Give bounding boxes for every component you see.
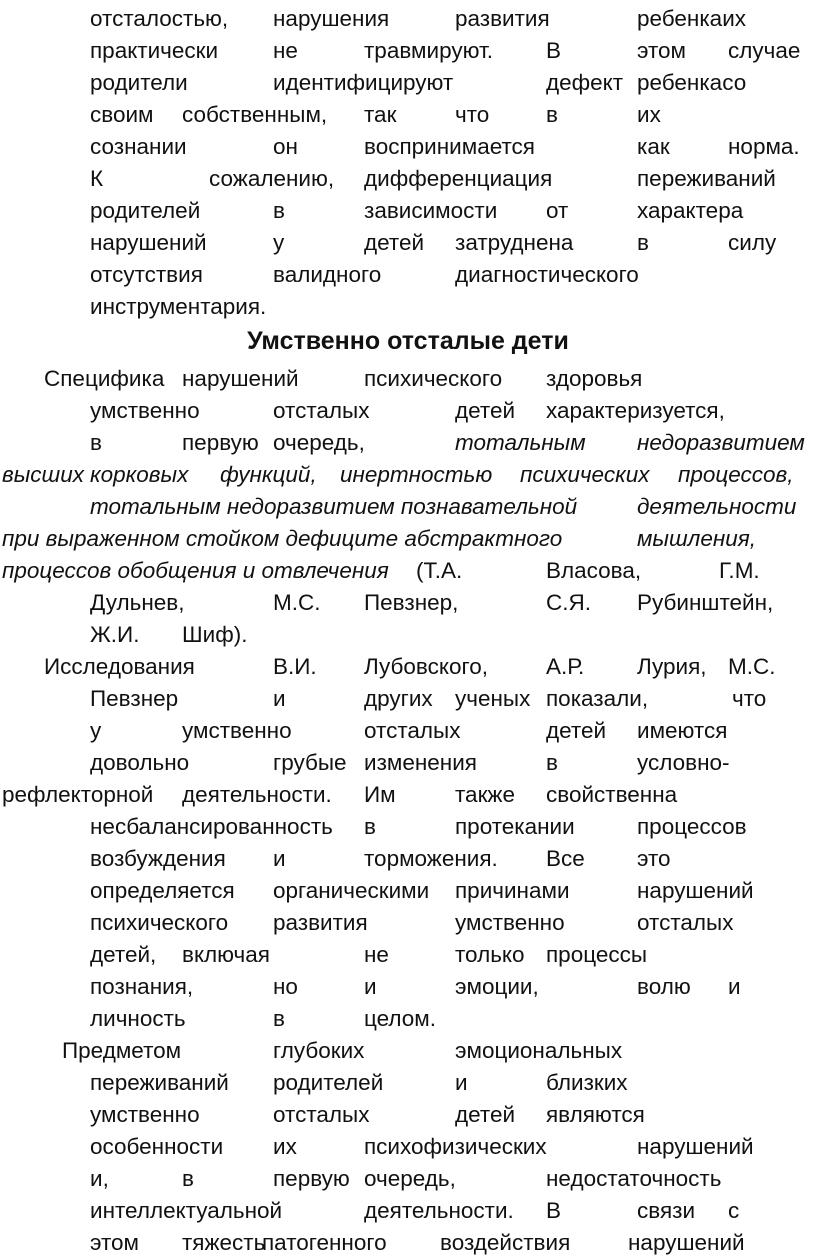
word: определяется [90,878,235,903]
word: волю [637,974,691,999]
word: характеризуется, [546,398,725,423]
word: отсталых [273,1102,370,1127]
word: у [273,230,285,255]
word: Предметом [62,1038,182,1063]
word: в [364,814,376,839]
word: эмоции, [455,974,539,999]
word: тяжесть [182,1230,266,1255]
word: свойственна [546,782,678,807]
word: корковых [90,462,189,487]
word: Все [546,846,585,871]
word: близких [546,1070,628,1095]
word: как [637,134,670,159]
text-line [0,876,816,906]
text-line [0,460,816,490]
word: показали, [546,686,649,711]
word: первую [273,1166,350,1191]
word: целом. [364,1006,437,1031]
word: это [637,846,671,871]
word: В [546,38,562,63]
word: М.С. [273,590,321,615]
word: включая [182,942,270,967]
word: не [273,38,298,63]
word: органическими [273,878,430,903]
word: родители [90,70,188,95]
word: инертностью [340,462,493,487]
word: и [273,686,286,711]
word: умственно [90,1102,200,1127]
text-line [0,812,816,842]
word: воспринимается [364,134,535,159]
text-line [0,428,816,458]
word: в [182,1166,194,1191]
text-line [0,4,816,34]
text-line [0,620,816,650]
word: интеллектуальной [90,1198,283,1223]
word: очередь, [364,1166,456,1191]
word: В.И. [273,654,317,679]
word: с [728,1198,740,1223]
text-line [0,1228,816,1258]
text-line [0,492,816,522]
text-line [0,1100,816,1130]
word: в [546,750,558,775]
word: у [90,718,102,743]
text-line [0,588,816,618]
text-line [0,292,816,322]
word: возбуждения [90,846,226,871]
text-line [0,652,816,682]
word: практически [90,38,219,63]
word: В [546,1198,562,1223]
word: затруднена [455,230,574,255]
word: связи [637,1198,696,1223]
word: являются [546,1102,645,1127]
word: психического [90,910,229,935]
word: дифференциация [364,166,553,191]
text-line [0,684,816,714]
word: зависимости [364,198,498,223]
word: высших [2,462,84,487]
word: процессы [546,942,648,967]
text-line [0,1132,816,1162]
word: так [364,102,397,127]
word: Специфика [44,366,165,391]
word: Власова, [546,558,642,583]
word: и, [90,1166,109,1191]
word: нарушения [273,6,390,31]
word: К [90,166,104,191]
word: Им [364,782,396,807]
text-line [0,1004,816,1034]
word: что [455,102,490,127]
word: отсталых [637,910,734,935]
text-line [0,36,816,66]
word: в [546,102,558,127]
word: Рубинштейн, [637,590,774,615]
word: очередь, [273,430,365,455]
word: в [273,1006,285,1031]
word: в [273,198,285,223]
word: диагностического [455,262,639,287]
word: процессов обобщения и отвлечения [2,558,389,583]
word: Певзнер, [364,590,459,615]
word: родителей [90,198,201,223]
word: причинами [455,878,570,903]
word: развития [273,910,368,935]
word: в [637,230,649,255]
text-line [0,972,816,1002]
word: и [364,974,377,999]
word: А.Р. [546,654,585,679]
word: мышления, [637,526,757,551]
text-line [0,524,816,554]
word: травмируют. [364,38,494,63]
word: и [455,1070,468,1095]
text-line [0,940,816,970]
word: протекании [455,814,575,839]
word: сознании [90,134,187,159]
word: при выраженном стойком дефиците абстрактного [2,526,563,551]
word: идентифицируют [273,70,454,95]
word: отсталых [273,398,370,423]
text-line [0,1068,816,1098]
word: детей [455,398,516,423]
word: эмоциональных [455,1038,623,1063]
word: Певзнер [90,686,179,711]
word: Лубовского, [364,654,488,679]
word: силу [728,230,777,255]
word: нарушений [182,366,299,391]
word: довольно [90,750,190,775]
text-line [0,100,816,130]
word: от [546,198,569,223]
word: изменения [364,750,477,775]
word: их [273,1134,297,1159]
word: торможения. [364,846,498,871]
word: что [732,686,767,711]
word: глубоких [273,1038,365,1063]
word: рефлекторной [2,782,154,807]
text-line [0,68,816,98]
word: С.Я. [546,590,591,615]
word: характера [637,198,744,223]
word: нарушений [637,878,754,903]
word: несбалансированность [90,814,333,839]
word: не [364,942,389,967]
word: патогенного [262,1230,387,1255]
word: этом [90,1230,140,1255]
word: тотальным [455,430,586,455]
word: деятельности. [364,1198,514,1223]
word: ребенкаих [637,6,747,31]
word: недостаточность [546,1166,722,1191]
word: Шиф). [182,622,248,647]
word: их [637,102,661,127]
text-line [0,1196,816,1226]
word: ребенкасо [637,70,747,95]
word: и [728,974,741,999]
text-line [0,164,816,194]
word: процессов [637,814,747,839]
word: и [273,846,286,871]
word: нарушений [637,1134,754,1159]
word: переживаний [90,1070,229,1095]
word: Исследования [44,654,195,679]
text-line [0,716,816,746]
word: Дульнев, [90,590,185,615]
word: также [455,782,515,807]
word: норма. [728,134,800,159]
word: личность [90,1006,186,1031]
word: Лурия, [637,654,707,679]
word: валидного [273,262,382,287]
word: функций, [220,462,317,487]
word: отсутствия [90,262,203,287]
word: процессов, [678,462,794,487]
word: переживаний [637,166,776,191]
text-line [0,196,816,226]
text-line [0,780,816,810]
word: воздействия [440,1230,571,1255]
text-line [0,132,816,162]
word: он [273,134,298,159]
word: развития [455,6,550,31]
word: здоровья [546,366,643,391]
word: дефект [546,70,624,95]
word: случае [728,38,801,63]
word: ученых [455,686,531,711]
word: имеются [637,718,728,743]
word: детей, [90,942,157,967]
word: познания, [90,974,194,999]
text-line [0,908,816,938]
text-line [0,228,816,258]
word: нарушений [90,230,207,255]
text-line [0,556,816,586]
word: родителей [273,1070,384,1095]
text-line [0,844,816,874]
word: в [90,430,102,455]
section-heading: Умственно отсталые дети [247,327,569,355]
word: первую [182,430,259,455]
text-line [0,396,816,426]
word: других [364,686,433,711]
word: недоразвитием [637,430,805,455]
text-line [0,260,816,290]
word: умственно [182,718,292,743]
word: этом [637,38,687,63]
word: особенности [90,1134,224,1159]
word: деятельности [637,494,797,519]
word: грубые [273,750,347,775]
word: своим [90,102,154,127]
word: психических [520,462,650,487]
word: условно- [637,750,730,775]
text-line [0,748,816,778]
text-line [0,364,816,394]
word: тотальным недоразвитием познавательной [90,494,578,519]
word: но [273,974,298,999]
text-line [0,1036,816,1066]
word: только [455,942,525,967]
word: отсталостью, [90,6,229,31]
word: М.С. [728,654,776,679]
word: деятельности. [182,782,332,807]
word: умственно [90,398,200,423]
word: сожалению, [209,166,335,191]
word: инструментария. [90,294,267,319]
word: психического [364,366,503,391]
text-line [0,1164,816,1194]
word: психофизических [364,1134,547,1159]
word: (Т.А. [416,558,463,583]
word: детей [546,718,607,743]
word: детей [364,230,425,255]
word: отсталых [364,718,461,743]
word: собственным, [182,102,328,127]
word: нарушений [628,1230,745,1255]
word: детей [455,1102,516,1127]
word: Г.М. [719,558,760,583]
word: умственно [455,910,565,935]
word: Ж.И. [90,622,140,647]
